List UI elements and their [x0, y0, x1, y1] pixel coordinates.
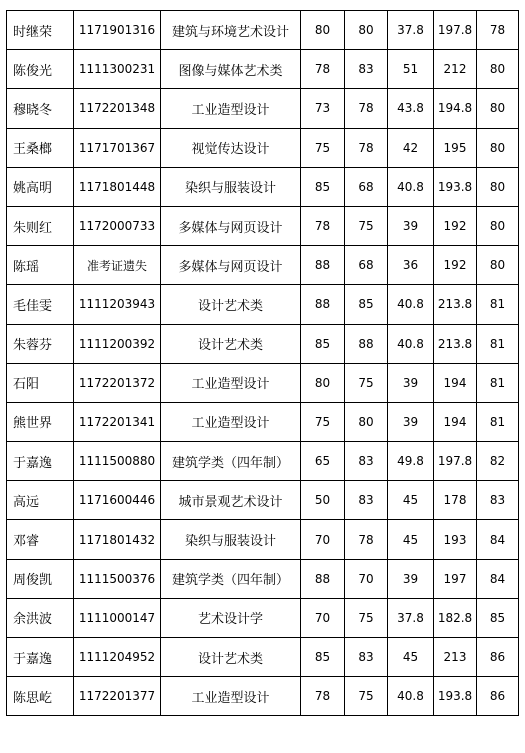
student-name-cell: 陈俊光 — [7, 50, 74, 89]
rank-cell: 80 — [477, 50, 519, 89]
score-1-cell: 80 — [301, 11, 345, 50]
score-3-cell: 45 — [388, 638, 434, 677]
rank-cell: 86 — [477, 677, 519, 716]
exam-id-cell: 1172201341 — [74, 402, 161, 441]
exam-id-cell: 1171801432 — [74, 520, 161, 559]
score-3-cell: 40.8 — [388, 324, 434, 363]
exam-id-cell: 1111500880 — [74, 442, 161, 481]
student-name-cell: 于嘉逸 — [7, 638, 74, 677]
score-1-cell: 80 — [301, 363, 345, 402]
table-row — [7, 128, 519, 167]
exam-id-cell: 1111500376 — [74, 559, 161, 598]
major-cell: 城市景观艺术设计 — [161, 481, 301, 520]
score-2-cell: 83 — [345, 481, 388, 520]
score-1-cell: 88 — [301, 285, 345, 324]
exam-id-cell: 1111300231 — [74, 50, 161, 89]
table-row — [7, 520, 519, 559]
total-score-cell: 192 — [434, 206, 477, 245]
total-score-cell: 194 — [434, 402, 477, 441]
score-2-cell: 68 — [345, 246, 388, 285]
score-3-cell: 45 — [388, 520, 434, 559]
score-2-cell: 78 — [345, 520, 388, 559]
exam-id-cell: 1172201372 — [74, 363, 161, 402]
rank-cell: 84 — [477, 520, 519, 559]
major-cell: 图像与媒体艺术类 — [161, 50, 301, 89]
table-row — [7, 363, 519, 402]
major-cell: 视觉传达设计 — [161, 128, 301, 167]
total-score-cell: 182.8 — [434, 598, 477, 637]
total-score-cell: 213 — [434, 638, 477, 677]
student-name-cell: 熊世界 — [7, 402, 74, 441]
table-row — [7, 50, 519, 89]
student-name-cell: 朱蓉芬 — [7, 324, 74, 363]
total-score-cell: 178 — [434, 481, 477, 520]
exam-id-cell: 1111200392 — [74, 324, 161, 363]
rank-cell: 84 — [477, 559, 519, 598]
student-name-cell: 周俊凯 — [7, 559, 74, 598]
table-body — [7, 11, 519, 716]
score-3-cell: 39 — [388, 363, 434, 402]
table-row — [7, 11, 519, 50]
total-score-cell: 212 — [434, 50, 477, 89]
total-score-cell: 213.8 — [434, 285, 477, 324]
major-cell: 设计艺术类 — [161, 285, 301, 324]
major-cell: 设计艺术类 — [161, 638, 301, 677]
total-score-cell: 194.8 — [434, 89, 477, 128]
score-1-cell: 73 — [301, 89, 345, 128]
total-score-cell: 194 — [434, 363, 477, 402]
student-name-cell: 高远 — [7, 481, 74, 520]
rank-cell: 85 — [477, 598, 519, 637]
table-row — [7, 402, 519, 441]
student-name-cell: 朱则红 — [7, 206, 74, 245]
score-2-cell: 83 — [345, 50, 388, 89]
score-3-cell: 49.8 — [388, 442, 434, 481]
table-row — [7, 481, 519, 520]
score-3-cell: 40.8 — [388, 285, 434, 324]
score-2-cell: 83 — [345, 638, 388, 677]
student-name-cell: 石阳 — [7, 363, 74, 402]
rank-cell: 81 — [477, 324, 519, 363]
student-name-cell: 余洪波 — [7, 598, 74, 637]
score-3-cell: 40.8 — [388, 677, 434, 716]
table-row — [7, 559, 519, 598]
table-row — [7, 324, 519, 363]
table-row — [7, 89, 519, 128]
score-1-cell: 78 — [301, 50, 345, 89]
major-cell: 建筑学类（四年制） — [161, 559, 301, 598]
score-3-cell: 42 — [388, 128, 434, 167]
total-score-cell: 193 — [434, 520, 477, 559]
student-name-cell: 邓睿 — [7, 520, 74, 559]
score-3-cell: 37.8 — [388, 11, 434, 50]
score-3-cell: 43.8 — [388, 89, 434, 128]
score-1-cell: 75 — [301, 402, 345, 441]
score-2-cell: 78 — [345, 89, 388, 128]
total-score-cell: 193.8 — [434, 677, 477, 716]
score-3-cell: 51 — [388, 50, 434, 89]
score-1-cell: 75 — [301, 128, 345, 167]
score-2-cell: 70 — [345, 559, 388, 598]
student-name-cell: 陈思屹 — [7, 677, 74, 716]
table-row — [7, 442, 519, 481]
rank-cell: 80 — [477, 206, 519, 245]
exam-id-cell: 1171901316 — [74, 11, 161, 50]
exam-id-cell: 1111204952 — [74, 638, 161, 677]
rank-cell: 81 — [477, 363, 519, 402]
exam-id-cell: 1172201377 — [74, 677, 161, 716]
table-row — [7, 677, 519, 716]
major-cell: 工业造型设计 — [161, 363, 301, 402]
rank-cell: 86 — [477, 638, 519, 677]
score-1-cell: 70 — [301, 598, 345, 637]
score-2-cell: 75 — [345, 363, 388, 402]
total-score-cell: 213.8 — [434, 324, 477, 363]
score-3-cell: 37.8 — [388, 598, 434, 637]
score-1-cell: 85 — [301, 638, 345, 677]
score-table — [6, 10, 519, 716]
total-score-cell: 193.8 — [434, 167, 477, 206]
score-1-cell: 65 — [301, 442, 345, 481]
exam-id-cell: 1171600446 — [74, 481, 161, 520]
score-2-cell: 78 — [345, 128, 388, 167]
rank-cell: 81 — [477, 402, 519, 441]
score-2-cell: 80 — [345, 11, 388, 50]
score-3-cell: 36 — [388, 246, 434, 285]
major-cell: 工业造型设计 — [161, 89, 301, 128]
rank-cell: 80 — [477, 167, 519, 206]
exam-id-cell: 1172201348 — [74, 89, 161, 128]
score-3-cell: 45 — [388, 481, 434, 520]
score-1-cell: 78 — [301, 206, 345, 245]
exam-id-cell: 1111000147 — [74, 598, 161, 637]
major-cell: 多媒体与网页设计 — [161, 246, 301, 285]
rank-cell: 80 — [477, 246, 519, 285]
rank-cell: 82 — [477, 442, 519, 481]
score-3-cell: 39 — [388, 559, 434, 598]
table-row — [7, 246, 519, 285]
total-score-cell: 197.8 — [434, 442, 477, 481]
exam-id-cell: 1111203943 — [74, 285, 161, 324]
score-2-cell: 75 — [345, 598, 388, 637]
score-1-cell: 70 — [301, 520, 345, 559]
score-2-cell: 83 — [345, 442, 388, 481]
major-cell: 染织与服装设计 — [161, 520, 301, 559]
table-row — [7, 285, 519, 324]
exam-id-cell: 1171701367 — [74, 128, 161, 167]
major-cell: 建筑与环境艺术设计 — [161, 11, 301, 50]
rank-cell: 80 — [477, 89, 519, 128]
major-cell: 多媒体与网页设计 — [161, 206, 301, 245]
score-2-cell: 75 — [345, 206, 388, 245]
rank-cell: 80 — [477, 128, 519, 167]
student-name-cell: 王桑榔 — [7, 128, 74, 167]
score-1-cell: 85 — [301, 167, 345, 206]
major-cell: 设计艺术类 — [161, 324, 301, 363]
exam-id-cell: 1172000733 — [74, 206, 161, 245]
total-score-cell: 197 — [434, 559, 477, 598]
score-2-cell: 68 — [345, 167, 388, 206]
rank-cell: 83 — [477, 481, 519, 520]
total-score-cell: 197.8 — [434, 11, 477, 50]
score-2-cell: 88 — [345, 324, 388, 363]
student-name-cell: 时继荣 — [7, 11, 74, 50]
student-name-cell: 毛佳雯 — [7, 285, 74, 324]
score-2-cell: 80 — [345, 402, 388, 441]
rank-cell: 78 — [477, 11, 519, 50]
table-row — [7, 638, 519, 677]
major-cell: 染织与服装设计 — [161, 167, 301, 206]
exam-id-cell: 准考证遗失 — [74, 246, 161, 285]
student-name-cell: 穆晓冬 — [7, 89, 74, 128]
student-name-cell: 姚高明 — [7, 167, 74, 206]
table-row — [7, 206, 519, 245]
rank-cell: 81 — [477, 285, 519, 324]
score-2-cell: 75 — [345, 677, 388, 716]
score-1-cell: 85 — [301, 324, 345, 363]
score-3-cell: 40.8 — [388, 167, 434, 206]
major-cell: 工业造型设计 — [161, 677, 301, 716]
score-1-cell: 88 — [301, 559, 345, 598]
score-1-cell: 78 — [301, 677, 345, 716]
student-name-cell: 于嘉逸 — [7, 442, 74, 481]
table-row — [7, 167, 519, 206]
total-score-cell: 192 — [434, 246, 477, 285]
student-name-cell: 陈瑶 — [7, 246, 74, 285]
major-cell: 艺术设计学 — [161, 598, 301, 637]
score-1-cell: 50 — [301, 481, 345, 520]
score-3-cell: 39 — [388, 206, 434, 245]
score-2-cell: 85 — [345, 285, 388, 324]
score-3-cell: 39 — [388, 402, 434, 441]
major-cell: 工业造型设计 — [161, 402, 301, 441]
exam-id-cell: 1171801448 — [74, 167, 161, 206]
table-row — [7, 598, 519, 637]
score-1-cell: 88 — [301, 246, 345, 285]
total-score-cell: 195 — [434, 128, 477, 167]
major-cell: 建筑学类（四年制） — [161, 442, 301, 481]
